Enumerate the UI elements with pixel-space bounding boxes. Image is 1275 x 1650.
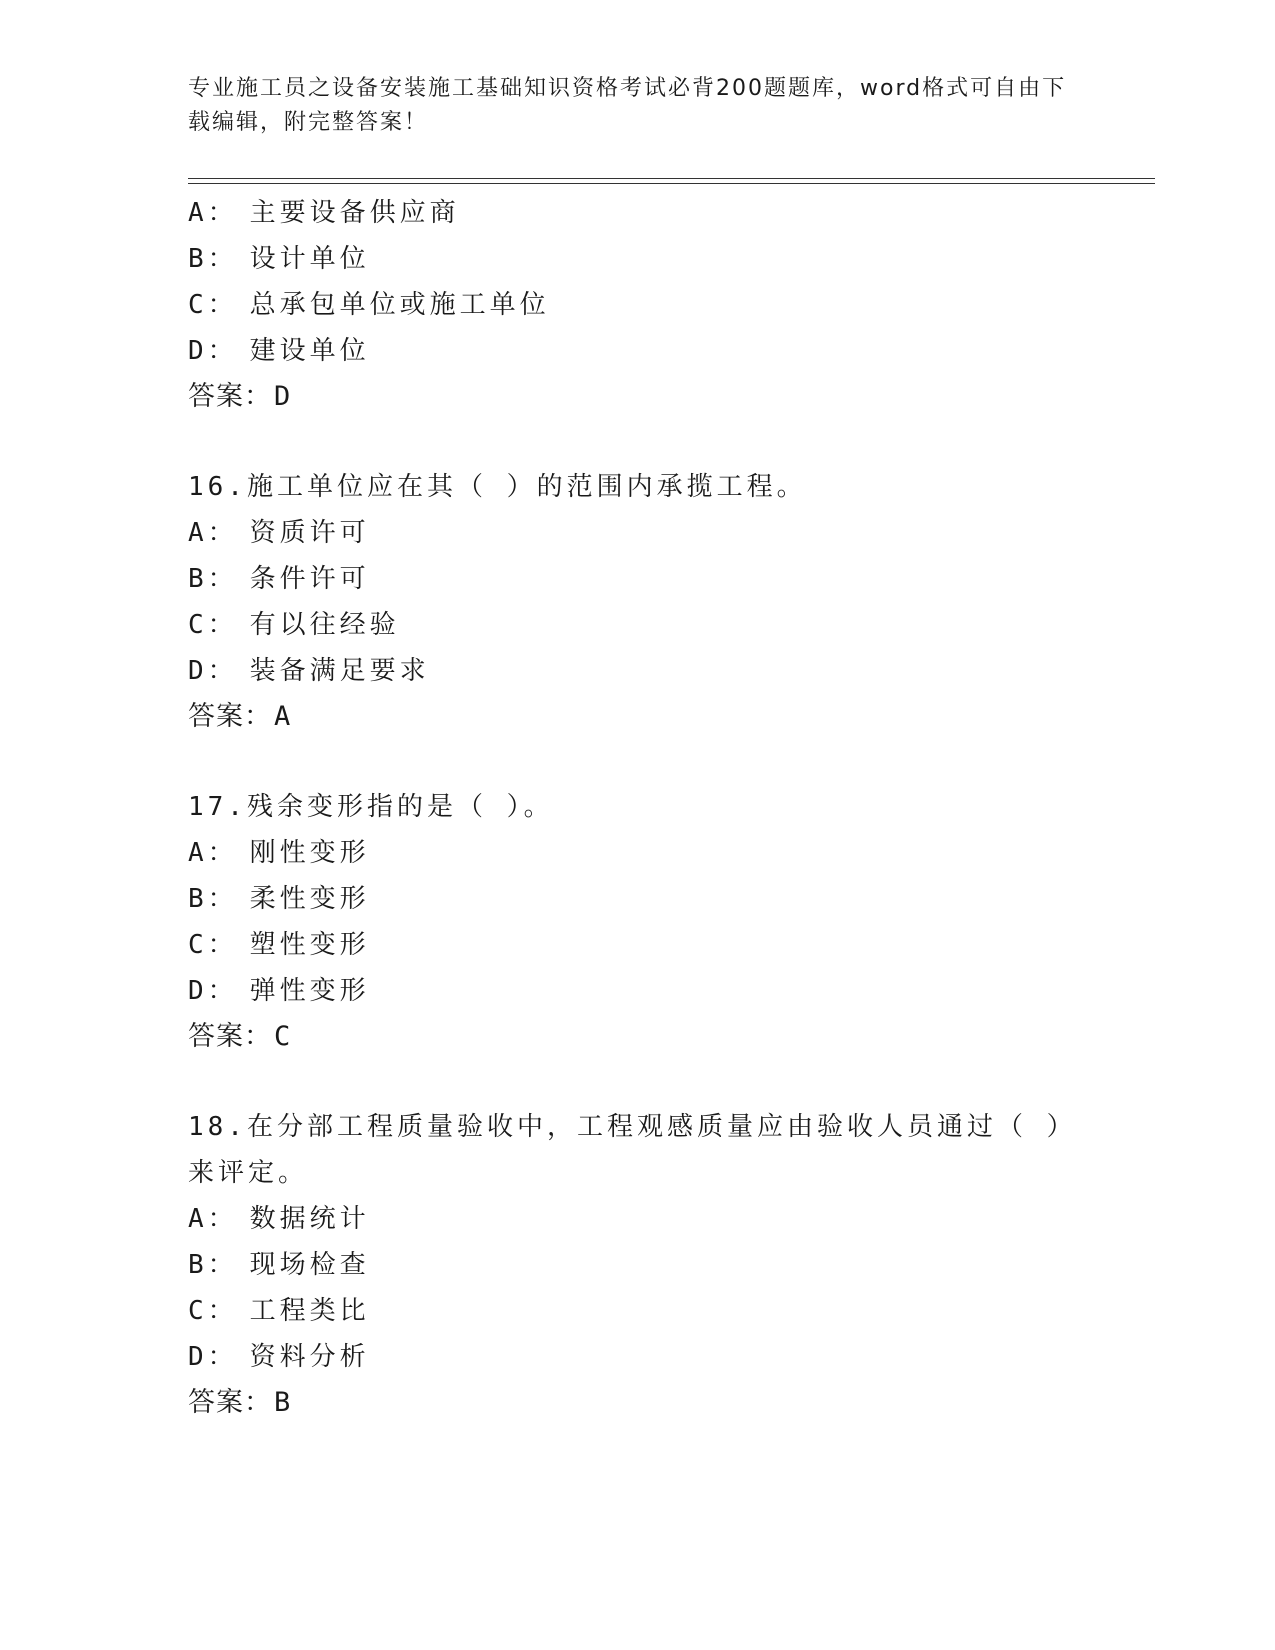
question-stem: 16.施工单位应在其（ ）的范围内承揽工程。 xyxy=(188,472,807,502)
option-letter: C： xyxy=(188,930,238,960)
header-divider-top xyxy=(188,178,1155,179)
answer-value: C xyxy=(274,1021,292,1052)
option-letter: C： xyxy=(188,290,238,320)
option-text: 弹性变形 xyxy=(249,976,370,1006)
option-text: 塑性变形 xyxy=(249,930,370,960)
option-c xyxy=(188,922,1088,968)
option-letter: B： xyxy=(188,564,238,594)
option-c xyxy=(188,282,1088,328)
option-text: 总承包单位或施工单位 xyxy=(249,290,550,320)
option-d xyxy=(188,968,1088,1014)
option-text: 柔性变形 xyxy=(249,884,370,914)
option-b xyxy=(188,236,1088,282)
option-a xyxy=(188,830,1088,876)
option-b xyxy=(188,876,1088,922)
option-c xyxy=(188,1288,1088,1334)
option-d xyxy=(188,648,1088,694)
option-d xyxy=(188,1334,1088,1380)
option-text: 建设单位 xyxy=(249,336,370,366)
option-text: 资质许可 xyxy=(249,518,370,548)
answer-label: 答案： xyxy=(188,1387,272,1418)
answer-value: A xyxy=(274,701,292,732)
answer-line xyxy=(188,1380,1088,1426)
option-letter: A： xyxy=(188,518,238,548)
option-letter: B： xyxy=(188,1250,238,1280)
option-letter: D： xyxy=(188,656,238,686)
question-stem: 17.残余变形指的是（ ）。 xyxy=(188,792,554,822)
option-text: 刚性变形 xyxy=(249,838,370,868)
option-d xyxy=(188,328,1088,374)
option-text: 工程类比 xyxy=(249,1296,370,1326)
option-letter: A： xyxy=(188,198,238,228)
option-letter: C： xyxy=(188,1296,238,1326)
option-letter: D： xyxy=(188,336,238,366)
question-block-17 xyxy=(188,784,1088,1060)
option-letter: D： xyxy=(188,1342,238,1372)
document-title: 专业施工员之设备安装施工基础知识资格考试必背200题题库，word格式可自由下载编辑，附完整答案！ xyxy=(188,76,1067,135)
answer-label: 答案： xyxy=(188,701,272,732)
option-text: 资料分析 xyxy=(249,1342,370,1372)
answer-value: D xyxy=(274,381,292,412)
answer-line xyxy=(188,1014,1088,1060)
option-a xyxy=(188,510,1088,556)
option-text: 现场检查 xyxy=(249,1250,370,1280)
question-list xyxy=(188,190,1088,1426)
option-text: 条件许可 xyxy=(249,564,370,594)
option-letter: A： xyxy=(188,838,238,868)
option-letter: A： xyxy=(188,1204,238,1234)
question-stem: 18.在分部工程质量验收中，工程观感质量应由验收人员通过（ ）来评定。 xyxy=(188,1112,1064,1188)
option-text: 设计单位 xyxy=(249,244,370,274)
header-divider-bottom xyxy=(188,183,1155,184)
answer-label: 答案： xyxy=(188,381,272,412)
option-c xyxy=(188,602,1088,648)
question-block-continued xyxy=(188,190,1088,420)
option-letter: C： xyxy=(188,610,238,640)
option-text: 主要设备供应商 xyxy=(249,198,460,228)
answer-label: 答案： xyxy=(188,1021,272,1052)
answer-line xyxy=(188,374,1088,420)
option-letter: B： xyxy=(188,244,238,274)
option-a xyxy=(188,1196,1088,1242)
option-text: 有以往经验 xyxy=(249,610,400,640)
answer-line xyxy=(188,694,1088,740)
option-b xyxy=(188,1242,1088,1288)
option-b xyxy=(188,556,1088,602)
question-block-16 xyxy=(188,464,1088,740)
answer-value: B xyxy=(274,1387,292,1418)
option-letter: B： xyxy=(188,884,238,914)
question-block-18 xyxy=(188,1104,1088,1426)
option-a xyxy=(188,190,1088,236)
option-text: 装备满足要求 xyxy=(249,656,430,686)
option-text: 数据统计 xyxy=(249,1204,370,1234)
option-letter: D： xyxy=(188,976,238,1006)
